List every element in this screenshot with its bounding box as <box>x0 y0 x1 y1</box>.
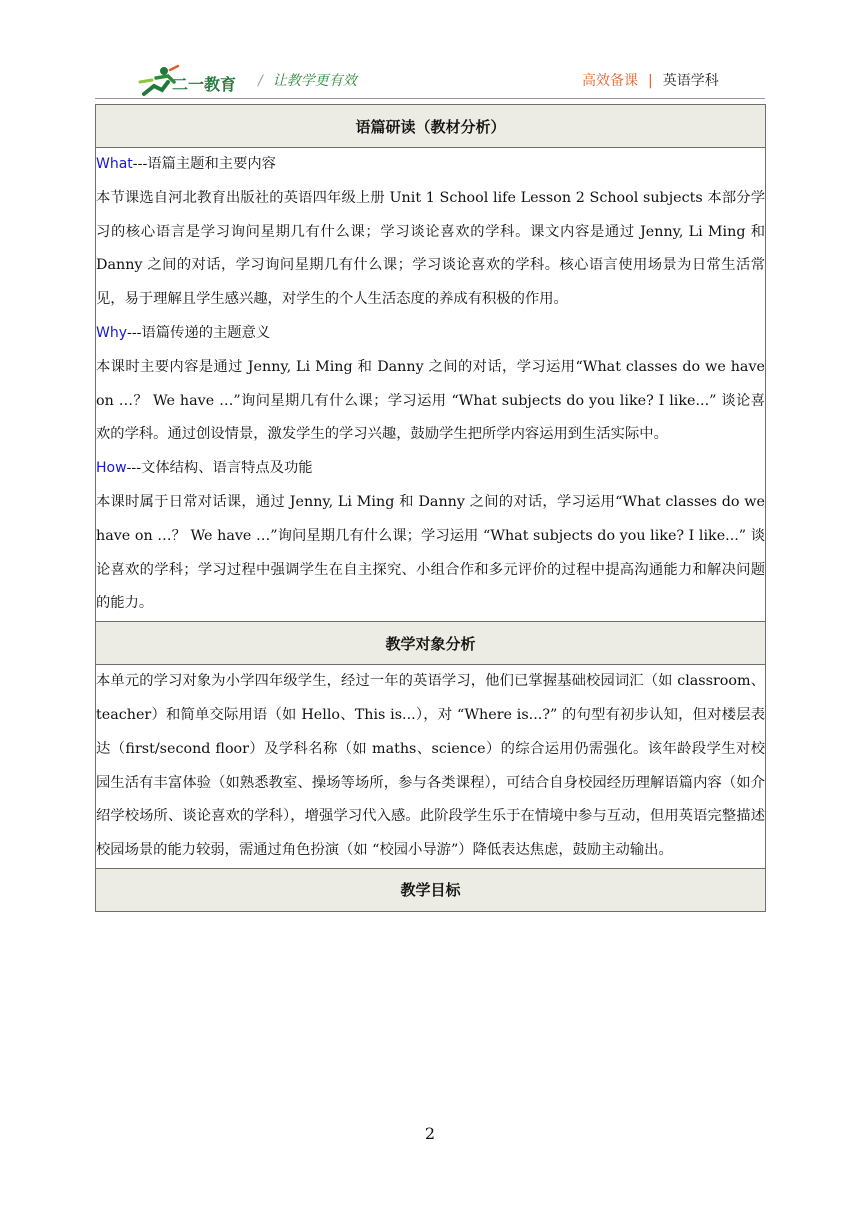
why-label: Why <box>96 324 128 341</box>
page-number: 2 <box>424 1124 436 1143</box>
header-tag: 高效备课 <box>582 73 638 89</box>
why-subheading <box>96 317 765 351</box>
section-heading-goals: 教学目标 <box>96 868 766 911</box>
how-paragraph: 本课时属于日常对话课，通过 Jenny, Li Ming 和 Danny 之间的对话，学习运用“What classes do we have on …？ We have …”询问星期几有什么课；学习运用 “What subjects do you like? I like...” 谈论喜欢的学科；学习过程中强调学生在自主探究、小组合作和多元评价的过程中提高沟通能力和解决问题的能力。 <box>96 493 765 612</box>
header-rule <box>95 98 765 99</box>
page-header <box>0 0 860 100</box>
slash-divider: / <box>258 73 263 89</box>
students-paragraph: 本单元的学习对象为小学四年级学生，经过一年的英语学习，他们已掌握基础校园词汇（如 classroom、teacher）和简单交际用语（如 Hello、This is...），对 “Where is...?” 的句型有初步认知，但对楼层表达（first/second floor）及学科名称（如 maths、science）的综合运用仍需强化。该年龄段学生对校园生活有丰富体验（如熟悉教室、操场等场所，参与各类课程），可结合自身校园经历理解语篇内容（如介绍学校场所、谈论喜欢的学科），增强学习代入感。此阶段学生乐于在情境中参与互动，但用英语完整描述校园场景的能力较弱，需通过角色扮演（如 “校园小导游”）降低表达焦虑，鼓励主动输出。 <box>96 673 765 859</box>
section-heading-analysis: 语篇研读（教材分析） <box>96 105 766 148</box>
why-paragraph: 本课时主要内容是通过 Jenny, Li Ming 和 Danny 之间的对话，学习运用“What classes do we have on …？ We have …”询问星期几有什么课；学习运用 “What subjects do you like? I like...” 谈论喜欢的学科。通过创设情景，激发学生的学习兴趣，鼓励学生把所学内容运用到生活实际中。 <box>96 358 765 443</box>
how-subheading <box>96 452 765 486</box>
what-subheading <box>96 148 765 182</box>
how-label: How <box>96 460 127 477</box>
how-title: ---文体结构、语言特点及功能 <box>126 460 313 477</box>
logo-text: 二一教育 <box>172 75 237 94</box>
slogan <box>258 70 357 90</box>
lesson-plan-table <box>95 104 766 912</box>
header-subject-name: 英语学科 <box>662 73 719 89</box>
what-title: ---语篇主题和主要内容 <box>132 156 276 172</box>
slogan-text: 让教学更有效 <box>272 73 357 89</box>
why-title: ---语篇传递的主题意义 <box>127 324 271 341</box>
analysis-body <box>96 148 766 622</box>
what-paragraph: 本节课选自河北教育出版社的英语四年级上册 Unit 1 School life Lesson 2 School subjects 本部分学习的核心语言是学习询问星期几有什么课；学习谈论喜欢的学科。课文内容是通过 Jenny, Li Ming 和 Danny 之间的对话，学习询问星期几有什么课；学习谈论喜欢的学科。核心语言使用场景为日常生活常见，易于理解且学生感兴趣，对学生的个人生活态度的养成有积极的作用。 <box>96 189 765 308</box>
header-subject <box>582 70 719 90</box>
what-label: What <box>96 156 133 172</box>
section-heading-students: 教学对象分析 <box>96 622 766 665</box>
students-body <box>96 665 766 869</box>
header-separator: | <box>648 73 653 89</box>
